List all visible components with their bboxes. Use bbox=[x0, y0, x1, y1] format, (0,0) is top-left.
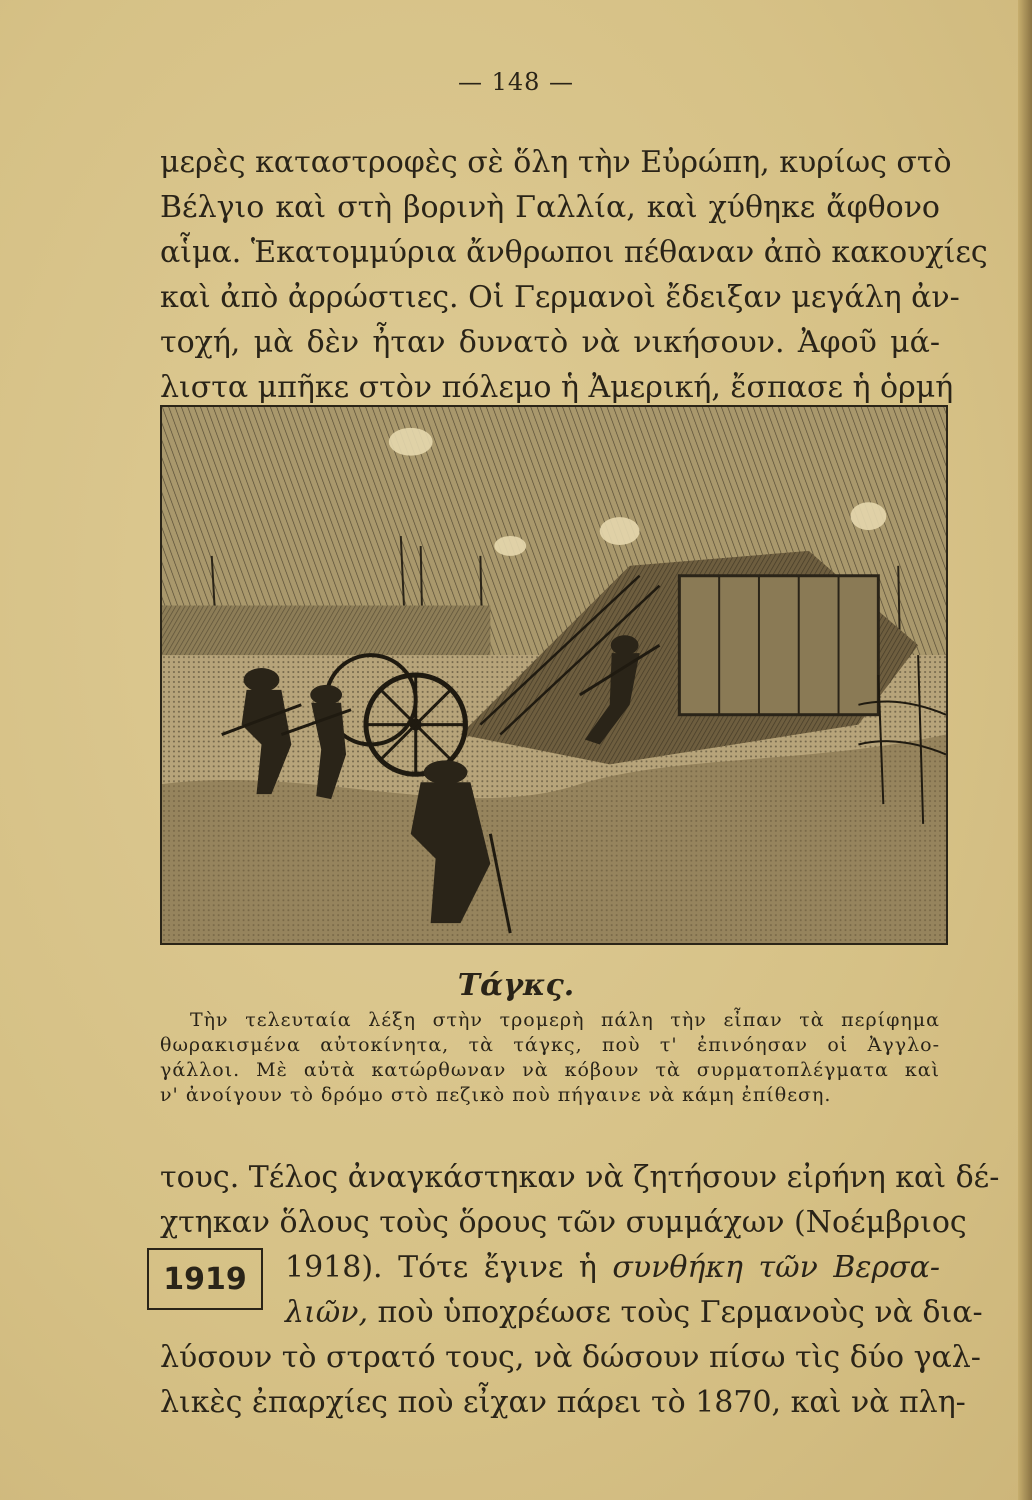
text-line: Βέλγιο καὶ στὴ βορινὴ Γαλλία, καὶ χύθηκε ἄφθονο bbox=[160, 190, 940, 225]
text-line: λικὲς ἐπαρχίες ποὺ εἶχαν πάρει τὸ 1870, καὶ νὰ πλη- bbox=[160, 1385, 966, 1420]
text-line: λιστα μπῆκε στὸν πόλεμο ἡ Ἀμερική, ἔσπασε ἡ ὁρμή bbox=[160, 370, 954, 405]
caption-line: ν' ἀνοίγουν τὸ δρόμο στὸ πεζικὸ ποὺ πήγαινε νὰ κάμη ἐπίθεση. bbox=[160, 1084, 832, 1106]
caption-line: γάλλοι. Μὲ αὐτὰ κατώρθωναν νὰ κόβουν τὰ συρματοπλέγματα καὶ bbox=[160, 1059, 940, 1081]
page-number: — 148 — bbox=[457, 68, 575, 96]
text-italic: συνθήκη τῶν Βερσα- bbox=[612, 1250, 940, 1285]
text-line: χτηκαν ὅλους τοὺς ὅρους τῶν συμμάχων (Νοέμβριος bbox=[160, 1205, 967, 1240]
text-line bbox=[160, 1290, 983, 1335]
text-line: καὶ ἀπὸ ἀρρώστιες. Οἱ Γερμανοὶ ἔδειξαν μεγάλη ἀν- bbox=[160, 280, 960, 315]
page-edge bbox=[1018, 0, 1032, 1500]
caption-title: Τάγκς. bbox=[457, 968, 575, 1003]
margin-date-box: 1919 bbox=[147, 1248, 263, 1310]
text-line: λύσουν τὸ στρατό τους, νὰ δώσουν πίσω τὶς δύο γαλ- bbox=[160, 1340, 981, 1375]
text-italic: λιῶν, bbox=[285, 1295, 369, 1330]
text-line bbox=[160, 1245, 940, 1290]
text-line: αἷμα. Ἑκατομμύρια ἄνθρωποι πέθαναν ἀπὸ κακουχίες bbox=[160, 235, 988, 270]
paragraph-1 bbox=[160, 140, 988, 410]
text-normal: 1918). Τότε ἔγινε ἡ bbox=[285, 1250, 613, 1285]
text-line: τους. Τέλος ἀναγκάστηκαν νὰ ζητήσουν εἰρήνη καὶ δέ- bbox=[160, 1160, 1000, 1195]
text-line: τοχή, μὰ δὲν ἦταν δυνατὸ νὰ νικήσουν. Ἀφοῦ μά- bbox=[160, 325, 940, 360]
tank-battle-engraving bbox=[160, 405, 948, 945]
text-line: μερὲς καταστροφὲς σὲ ὅλη τὴν Εὐρώπη, κυρίως στὸ bbox=[160, 145, 952, 180]
text-normal: ποὺ ὑποχρέωσε τοὺς Γερμανοὺς νὰ δια- bbox=[368, 1295, 983, 1330]
paragraph-2 bbox=[160, 1155, 1000, 1425]
caption-text bbox=[160, 1008, 940, 1108]
caption-line: θωρακισμένα αὐτοκίνητα, τὰ τάγκς, ποὺ τ' ἐπινόησαν οἱ Ἀγγλο- bbox=[160, 1034, 940, 1056]
engraving-illustration bbox=[162, 407, 946, 943]
caption-line: Τὴν τελευταία λέξη στὴν τρομερὴ πάλη τὴν εἶπαν τὰ περίφημα bbox=[190, 1009, 940, 1031]
